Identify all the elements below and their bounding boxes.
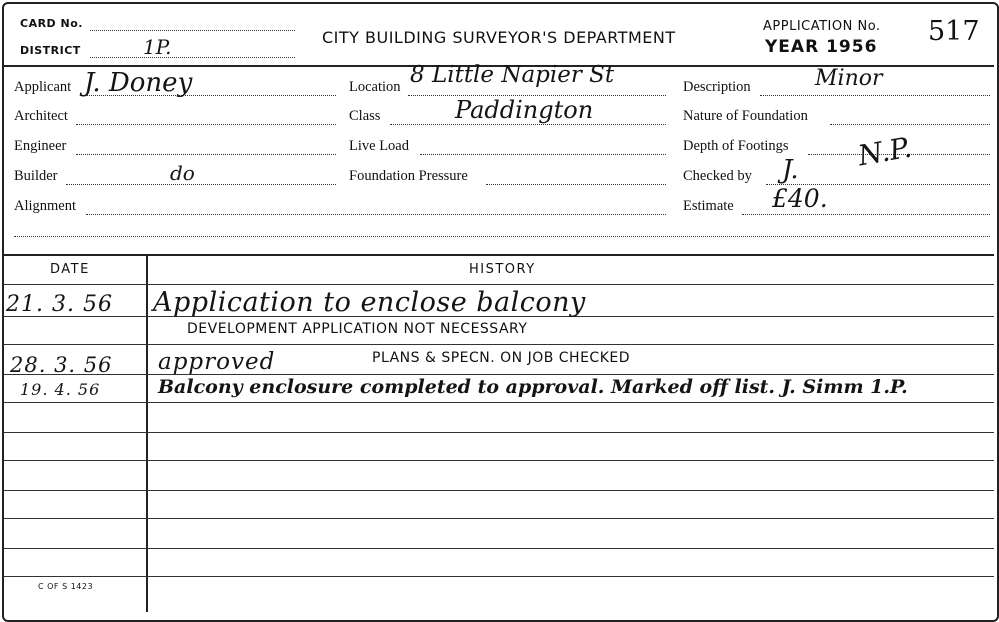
history-rule: [4, 432, 994, 433]
engineer-line: [76, 154, 336, 155]
estimate-label: Estimate: [683, 198, 734, 214]
form-code: C OF S 1423: [38, 582, 94, 591]
history-header-rule: [4, 284, 994, 285]
location-value: 8 Little Napier St: [410, 62, 615, 88]
location-label: Location: [349, 79, 401, 95]
foundation-pressure-line: [486, 184, 666, 185]
history-rule: [4, 402, 994, 403]
estimate-line: [742, 214, 990, 215]
architect-label: Architect: [14, 108, 68, 124]
history-top-rule: [4, 254, 994, 256]
depth-of-footings-value: N.P.: [855, 130, 915, 173]
history-text: approved: [158, 349, 276, 375]
checked-by-label: Checked by: [683, 168, 752, 184]
checked-by-value: J.: [782, 155, 799, 185]
history-stamp: PLANS & SPECN. ON JOB CHECKED: [372, 350, 631, 366]
history-date: 28. 3. 56: [10, 353, 113, 377]
history-text: Balcony enclosure completed to approval. Marked off list. J. Simm 1.P.: [158, 376, 908, 398]
history-stamp: DEVELOPMENT APPLICATION NOT NECESSARY: [187, 321, 528, 337]
estimate-value: £40.: [772, 184, 828, 213]
foundation-pressure-label: Foundation Pressure: [349, 168, 468, 184]
history-rule: [4, 490, 994, 491]
history-rule: [4, 548, 994, 549]
live-load-label: Live Load: [349, 138, 409, 154]
date-header: DATE: [50, 262, 90, 277]
depth-of-footings-label: Depth of Footings: [683, 138, 789, 154]
history-rule: [4, 576, 994, 577]
applicant-value: J. Doney: [84, 68, 193, 98]
history-text: Application to enclose balcony: [153, 287, 586, 318]
department-title: CITY BUILDING SURVEYOR'S DEPARTMENT: [322, 28, 676, 47]
class-label: Class: [349, 108, 381, 124]
date-column-divider: [146, 254, 148, 612]
application-no-label: APPLICATION No.: [763, 19, 881, 34]
engineer-label: Engineer: [14, 138, 67, 154]
application-number: 517: [928, 16, 980, 47]
history-header: HISTORY: [469, 262, 536, 277]
live-load-line: [420, 154, 666, 155]
nature-of-foundation-label: Nature of Foundation: [683, 108, 808, 124]
card-no-line: [90, 30, 295, 31]
history-rule: [4, 518, 994, 519]
history-date: 19. 4. 56: [20, 380, 101, 399]
history-rule: [4, 460, 994, 461]
class-line: [390, 124, 666, 125]
nature-of-foundation-line: [830, 124, 990, 125]
history-rule: [4, 344, 994, 345]
history-date: 21. 3. 56: [6, 292, 113, 317]
year-label: YEAR 1956: [765, 37, 878, 57]
builder-label: Builder: [14, 168, 58, 184]
card-no-label: CARD No.: [20, 17, 83, 30]
class-value: Paddington: [455, 96, 594, 124]
builder-value: do: [170, 161, 195, 185]
architect-line: [76, 124, 336, 125]
fields-bottom-line: [14, 236, 990, 237]
district-label: DISTRICT: [20, 44, 81, 57]
alignment-label: Alignment: [14, 198, 77, 214]
history-rule: [4, 374, 994, 375]
applicant-label: Applicant: [14, 79, 72, 95]
description-value: Minor: [815, 66, 883, 91]
description-line: [760, 95, 990, 96]
alignment-line: [86, 214, 666, 215]
description-label: Description: [683, 79, 751, 95]
district-value: 1P.: [143, 35, 172, 59]
district-line: [90, 57, 295, 58]
builder-line: [66, 184, 336, 185]
